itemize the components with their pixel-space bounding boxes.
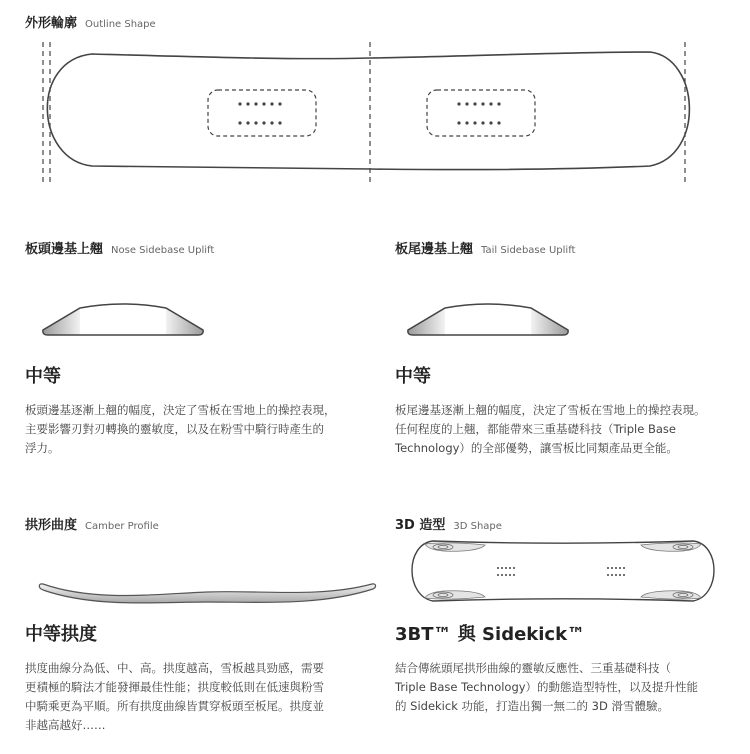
tail-level: 中等 — [395, 366, 431, 387]
tail-desc-line: 任何程度的上翹，都能帶來三重基礎科技（Triple Base — [395, 422, 676, 436]
shape3d-section-title — [395, 514, 502, 533]
nose-desc-line: 浮力。 — [25, 441, 60, 455]
shape3d-title: 3D 造型 — [395, 518, 446, 533]
tail-desc-line: Technology）的全部優勢，讓雪板比同類產品更全能。 — [395, 441, 678, 455]
shape3d-desc-line: 的 Sidekick 功能，打造出獨一無二的 3D 滑雪體驗。 — [395, 699, 669, 713]
tail-description — [395, 401, 706, 458]
camber-level: 中等拱度 — [25, 624, 97, 645]
nose-subtitle: Nose Sidebase Uplift — [111, 245, 215, 256]
shape3d-description — [395, 659, 698, 716]
nose-desc-line: 主要影響刃對刃轉換的靈敏度，以及在粉雪中騎行時產生的 — [25, 422, 324, 436]
shape3d-desc-line: Triple Base Technology）的動態造型特性，以及提升性能 — [395, 680, 699, 694]
camber-desc-line: 非越高越好…… — [25, 718, 106, 732]
shape3d-subtitle: 3D Shape — [453, 521, 502, 532]
nose-level: 中等 — [25, 366, 61, 387]
camber-desc-line: 更積極的騎法才能發揮最佳性能；拱度較低則在低速與粉雪 — [25, 680, 324, 694]
outline-subtitle: Outline Shape — [85, 19, 156, 30]
nose-desc-line: 板頭邊基逐漸上翹的幅度，決定了雪板在雪地上的操控表現， — [25, 403, 336, 417]
camber-subtitle: Camber Profile — [85, 521, 159, 532]
shape3d-diagram — [403, 538, 723, 608]
tail-uplift-diagram — [405, 298, 575, 348]
camber-profile-diagram — [35, 572, 380, 612]
outline-title: 外形輪廓 — [25, 16, 78, 31]
camber-desc-line: 中騎乘更為平順。所有拱度曲線皆貫穿板頭至板尾。拱度並 — [25, 699, 324, 713]
tail-title: 板尾邊基上翹 — [395, 242, 474, 257]
shape3d-level: 3BT™ 與 Sidekick™ — [395, 624, 586, 645]
camber-title: 拱形曲度 — [25, 518, 78, 533]
camber-desc-line: 拱度曲線分為低、中、高。拱度越高，雪板越具勁感，需要 — [25, 661, 324, 675]
tail-section-title — [395, 238, 575, 257]
outline-shape-diagram — [0, 0, 750, 200]
nose-uplift-diagram — [40, 298, 210, 348]
tail-subtitle: Tail Sidebase Uplift — [481, 245, 576, 256]
nose-section-title — [25, 238, 214, 257]
nose-title: 板頭邊基上翹 — [25, 242, 104, 257]
camber-section-title — [25, 514, 159, 533]
shape3d-desc-line: 結合傳統頭尾拱形曲線的靈敏反應性、三重基礎科技（ — [395, 661, 671, 675]
camber-description — [25, 659, 324, 735]
nose-description — [25, 401, 336, 458]
tail-desc-line: 板尾邊基逐漸上翹的幅度，決定了雪板在雪地上的操控表現。 — [395, 403, 706, 417]
